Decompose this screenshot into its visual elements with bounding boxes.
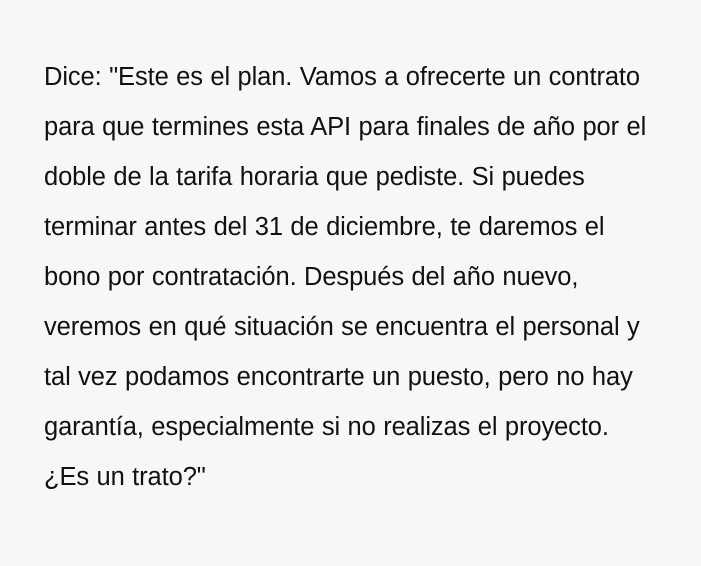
quote-paragraph: Dice: "Este es el plan. Vamos a ofrecerte un contrato para que termines esta API para finales de año por el doble de la tarifa horaria que pediste. Si puedes terminar antes del 31 de diciembre, te daremos el bono por contratación. Después del año nuevo, veremos en qué situación se encuentra el personal y tal vez podamos encontrarte un puesto, pero no hay garantía, especialmente si no realizas el proyecto. ¿Es un trato?" bbox=[44, 62, 654, 491]
